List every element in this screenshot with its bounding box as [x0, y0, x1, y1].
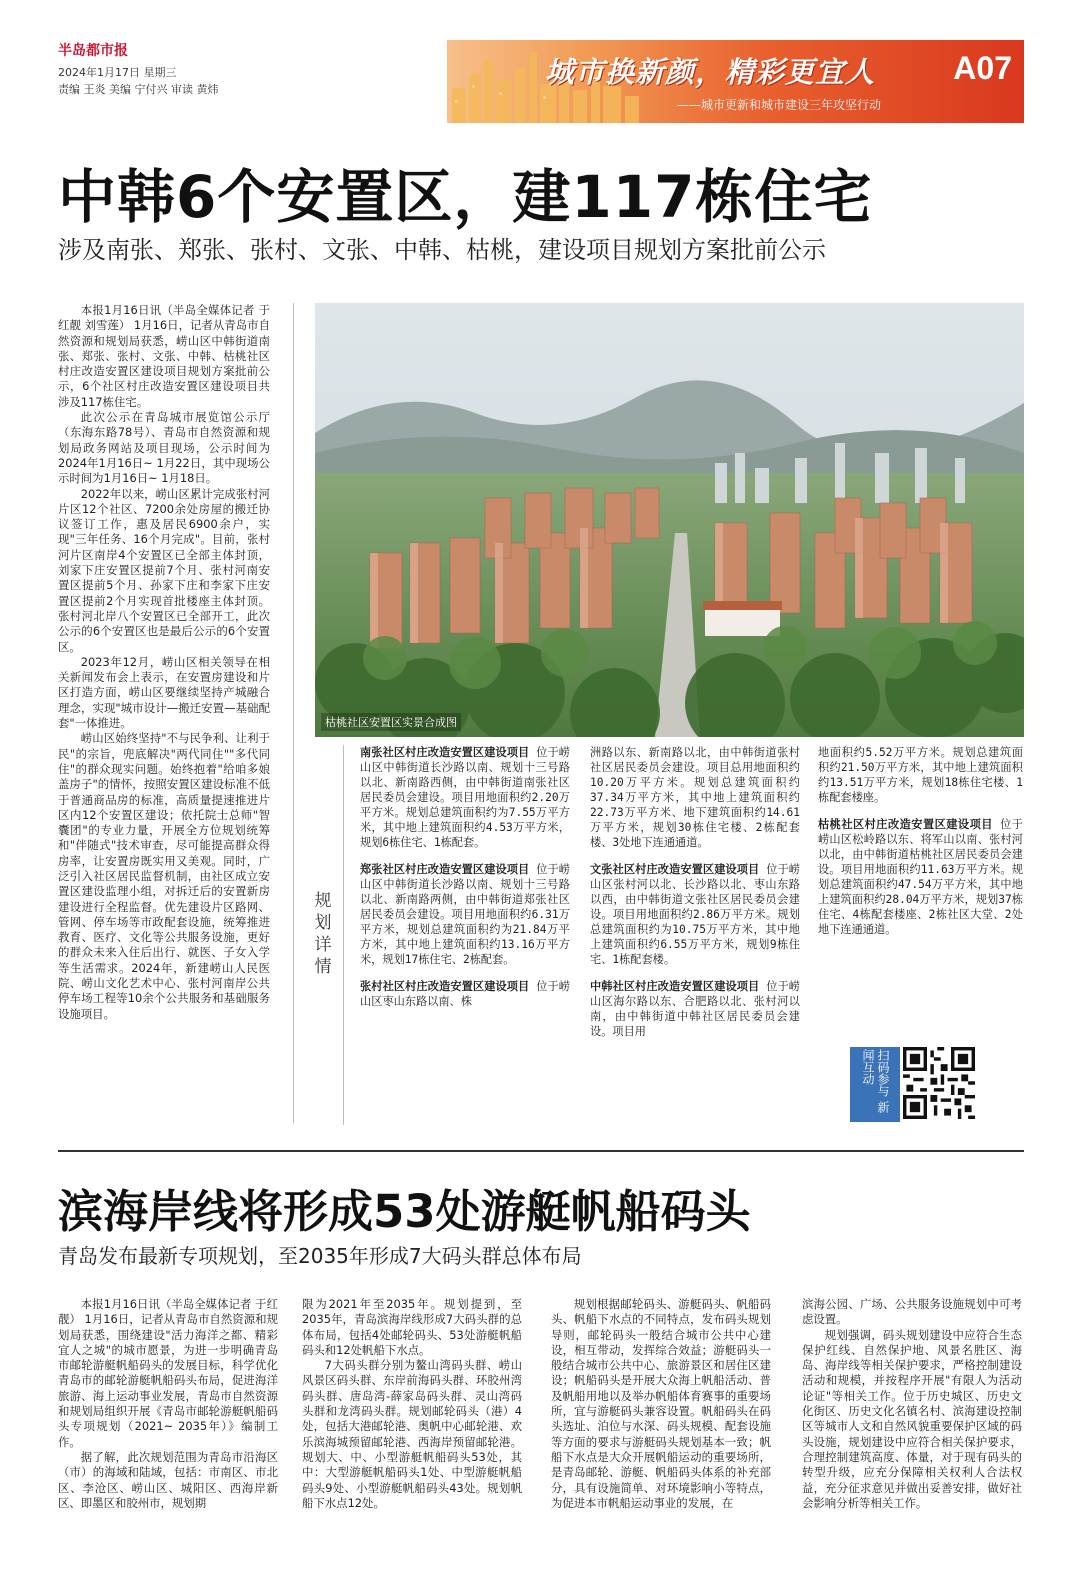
article2-paragraph: 滨海公园、广场、公共服务设施规划中可考虑设置。: [802, 1297, 1022, 1327]
page-number: A07: [953, 50, 1012, 86]
article2-paragraph: 限为2021年至2035年。规划提到，至2035年，青岛滨海岸线形成7大码头群的总体布局，包括4处邮轮码头、53处游艇帆船码头和12处帆船下水点。: [302, 1297, 522, 1357]
article1-subheadline: 涉及南张、郑张、张村、文张、中韩、枯桃，建设项目规划方案批前公示: [58, 236, 826, 264]
plan-item: [360, 745, 570, 850]
article2-headline: 滨海岸线将形成53处游艇帆船码头: [58, 1185, 751, 1238]
article2-paragraph: 规划强调，码头规划建设中应符合生态保护红线、自然保护地、风景名胜区、海岛、海岸线等相关保护要求，严格控制建设活动和规模，并按程序开展"有限人为活动论证"等相关工作。位于历史城区、历史文化街区、历史文化名镇名村、滨海建设控制区等城市人文和自然风貌重要保护区域的码头设施，规划建设中应符合相关保护要求，合理控制建筑高度、体量，对于现有码头的转型升级，应充分保障相关权利人合法权益，充分征求意见并做出妥善安排，做好社会影响分析等相关工作。: [802, 1327, 1022, 1510]
qr-code-icon[interactable]: [903, 1047, 975, 1119]
plan-item-title: 文张社区村庄改造安置区建设项目: [590, 863, 760, 876]
plan-item-text: 位于崂山区松岭路以东、将军山以南、张村河以北，由中韩街道枯桃社区居民委员会建设。项目用地面积约11.63万平方米。规划总建筑面积约47.54万平方米，其中地上建筑面积约28.04万平方米，规划37栋住宅、4栋配套楼座、2栋社区大堂、2处地下连通通道。: [818, 818, 1023, 936]
article1-paragraph: 2022年以来，崂山区累计完成张村河片区12个社区、7200余处房屋的搬迁协议签订工作，惠及居民6900余户，实现"三年任务、16个月完成"。目前，张村河片区南岸4个安置区已全部主体封顶，刘家下庄安置区提前7个月、张村河南安置区提前5个月、孙家下庄和李家下庄安置区提前2个月实现首批楼座主体封顶。张村河北岸八个安置区已全部开工，此次公示的6个安置区也是最后公示的6个安置区。: [58, 486, 270, 654]
banner-title: 城市换新颜，精彩更宜人: [545, 55, 876, 89]
article1-paragraph: 此次公示在青岛城市展览馆公示厅（东海东路78号）、青岛市自然资源和规划局政务网站及项目现场，公示时间为2024年1月16日~ 1月22日，其中现场公示时间为1月16日~ 1月18日。: [58, 410, 270, 486]
plan-item: [360, 862, 570, 967]
article2-paragraph: 规划根据邮轮码头、游艇码头、帆船码头、帆船下水点的不同特点，发布码头规划导则，邮轮码头一般结合城市公共中心建设，相互带动，发挥综合效益；游艇码头一般结合城市公共中心、旅游景区和居住区建设；帆船码头是开展大众海上帆船活动、普及帆船用地以及举办帆船体育赛事的重要场所，宜与游艇码头兼容设置。帆船码头在码头选址、泊位与水深、码头规模、配套设施等方面的要求与游艇码头规划基本一致；帆船下水点是大众开展帆船运动的重要场所，是青岛邮轮、游艇、帆船码头体系的补充部分，具有设施简单、对环境影响小等特点，为促进本市帆船运动事业的发展，在: [551, 1297, 771, 1510]
article2-column-2: [302, 1297, 522, 1511]
plan-item-title: 郑张社区村庄改造安置区建设项目: [360, 863, 530, 876]
plan-item: [590, 862, 800, 967]
issue-date: 2024年1月17日 星期三: [58, 66, 177, 79]
plan-item-text: 位于崂山区张村河以北、长沙路以北、枣山东路以西，由中韩街道文张社区居民委员会建设。项目用地面积约2.86万平方米。规划总建筑面积约为10.75万平方米，其中地上建筑面积约6.55万平方米，规划9栋住宅、1栋配套楼。: [590, 863, 800, 966]
plan-item-text: 位于崂山区海尔路以东、合肥路以北、张村河以南，由中韩街道中韩社区居民委员会建设。项目用: [590, 980, 800, 1038]
article1-paragraph: 本报1月16日讯（半岛全媒体记者 于红靓 刘雪莲） 1月16日，记者从青岛市自然资源和规划局获悉，崂山区中韩街道南张、郑张、张村、文张、中韩、枯桃社区村庄改造安置区建设项目规划方案批前公示，6个社区村庄改造安置区建设项目共涉及117栋住宅。: [58, 303, 270, 409]
plan-item-text: 位于崂山区中韩街道长沙路以南、规划十三号路以北、新南路两侧，由中韩街道郑张社区居民委员会建设。项目用地面积约6.31万平方米，规划总建筑面积约为21.84万平方米，其中地上建筑面积约13.16万平方米，规划17栋住宅、2栋配套。: [360, 863, 570, 966]
article2-column-1: [58, 1297, 278, 1511]
editor-credits: 责编 王炎 美编 宁付兴 审读 黄炜: [58, 83, 219, 96]
plan-column-2: [590, 745, 800, 1051]
plan-item: [590, 979, 800, 1039]
article1-body: [58, 303, 270, 1022]
article2-column-3: [551, 1297, 771, 1511]
plan-item-text: 洲路以东、新南路以北，由中韩街道张村社区居民委员会建设。项目总用地面积约10.20万平方米。规划总建筑面积约37.34万平方米，其中地上建筑面积约22.73万平方米、地下建筑面积约14.61万平方米，规划30栋住宅楼、2栋配套楼、3处地下连通通道。: [590, 746, 800, 849]
article2-column-4: [802, 1297, 1022, 1511]
plan-item-title: 南张社区村庄改造安置区建设项目: [360, 746, 530, 759]
plan-item: [360, 979, 570, 1009]
plan-item: [818, 745, 1023, 805]
plan-item: [590, 745, 800, 850]
banner-subtitle: ——城市更新和城市建设三年攻坚行动: [677, 98, 882, 112]
article1-paragraph: 崂山区始终坚持"不与民争利、让利于民"的宗旨，兜底解决"两代同住""多代同住"的群众现实问题。始终抱着"给咱多娘盖房子"的情怀，按照安置区建设标准不低于普通商品房的标准，高质量提速推进片区内12个安置区建设；依托院士总师"智囊团"的专业力量，开展全方位规划统筹和"伴随式"技术审查，尽可能提高群众得房率，让安置房既实用又美观。同时，广泛引入社区居民监督机制，由社区成立安置区建设监理小组，对拆迁后的安置新房建设进行全程监督。优先建设片区路网、管网、停车场等市政配套设施，统筹推进教育、医疗、文化等公共服务设施，更好的群众未来入住后出行、就医、子女入学等生活需求。2024年，新建崂山人民医院、崂山文化艺术中心、张村河南岸公共停车场工程等10余个公共服务和基础服务设施项目。: [58, 731, 270, 1021]
section-banner: [447, 40, 1024, 123]
plan-item: [818, 817, 1023, 937]
plan-item-text: 位于崂山区中韩街道长沙路以南、规划十三号路以北、新南路西侧，由中韩街道南张社区居民委员会建设。项目用地面积约2.20万平方米。规划总建筑面积约为7.55万平方米，其中地上建筑面积约4.53万平方米，规划6栋住宅、1栋配套。: [360, 746, 570, 849]
housing-render-photo: [315, 303, 1024, 737]
issue-meta: [58, 64, 218, 98]
plan-item-title: 枯桃社区村庄改造安置区建设项目: [818, 818, 993, 831]
plan-column-3: [818, 745, 1023, 949]
article1-headline: 中韩6个安置区，建117栋住宅: [58, 163, 873, 231]
plan-item-text: 地面积约5.52万平方米。规划总建筑面积约21.50万平方米，其中地上建筑面积约13.51万平方米，规划18栋住宅楼、1栋配套楼座。: [818, 746, 1023, 804]
plan-item-title: 张村社区村庄改造安置区建设项目: [360, 980, 530, 993]
photo-caption: 枯桃社区安置区实景合成图: [321, 713, 461, 731]
photo-illustration: [315, 303, 1024, 737]
column-divider: [293, 303, 294, 1123]
article1-paragraph: 2023年12月，崂山区相关领导在相关新闻发布会上表示，在安置房建设和片区打造方面，崂山区要继续坚持产城融合理念，实现"城市设计—搬迁安置—基础配套"一体推进。: [58, 654, 270, 731]
article2-subheadline: 青岛发布最新专项规划，至2035年形成7大码头群总体布局: [58, 1244, 582, 1268]
plan-item-text: 位于崂山区枣山东路以南、株: [360, 980, 570, 1008]
qr-label-badge: 扫码参与 新闻互动: [850, 1047, 900, 1122]
plan-column-1: [360, 745, 570, 1021]
section-label-plan-details: 规划详情: [314, 891, 332, 977]
section-divider: [58, 1150, 1024, 1152]
article2-paragraph: 据了解，此次规划范围为青岛市沿海区（市）的海域和陆域，包括：市南区、市北区、李沧区、崂山区、城阳区、西海岸新区、即墨区和胶州市，规划期: [58, 1449, 278, 1510]
newspaper-logo: 半岛都市报: [58, 43, 128, 59]
column-divider: [343, 745, 344, 1125]
article2-paragraph: 7大码头群分别为鳌山湾码头群、崂山风景区码头群、东岸前海码头群、环胶州湾码头群、唐岛湾-薛家岛码头群、灵山湾码头群和龙湾码头群。规划邮轮码头（港）4处，包括大港邮轮港、奥帆中心邮轮港、欢乐滨海城预留邮轮港、西海岸预留邮轮港。规划大、中、小型游艇帆船码头53处，其中：大型游艇帆船码头1处、中型游艇帆船码头9处、小型游艇帆船码头43处。规划帆船下水点12处。: [302, 1358, 522, 1510]
plan-item-title: 中韩社区村庄改造安置区建设项目: [590, 980, 760, 993]
article2-paragraph: 本报1月16日讯（半岛全媒体记者 于红靓） 1月16日，记者从青岛市自然资源和规划局获悉，围绕建设"活力海洋之都、精彩宜人之城"的城市愿景，为进一步明确青岛市邮轮游艇帆船码头的发展目标，科学优化青岛市的邮轮游艇帆船码头布局，促进海洋旅游、海上运动事业发展，青岛市自然资源和规划局组织开展《青岛市邮轮游艇帆船码头专项规划（2021~ 2035年）》编制工作。: [58, 1297, 278, 1449]
